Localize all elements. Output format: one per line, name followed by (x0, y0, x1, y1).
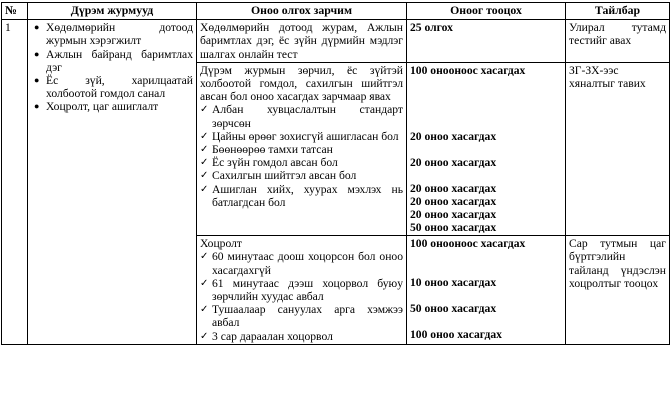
points-value: 20 оноо хасагдах (410, 130, 497, 144)
list-item: ● Ажлын байранд баримтлах дэг (31, 48, 193, 74)
list-item: ✓ Бөөнөөрөө тамхи татсан (200, 143, 403, 156)
principle-cell (197, 236, 407, 345)
principle-cell: Хөдөлмөрийн дотоод журам, Ажлын баримтлах дэг, ёс зүйн дүрмийн мэдлэг шалгах онлайн тест (197, 20, 407, 63)
list-item: ✓ 60 минутаас доош хоцорсон бол оноо хасагдахгүй (200, 250, 403, 276)
header-rules: Дүрэм журмууд (28, 3, 197, 20)
header-note: Тайлбар (566, 3, 670, 20)
header-row (2, 3, 670, 20)
points-value: 10 оноо хасагдах (410, 276, 497, 290)
rules-cell (28, 20, 197, 345)
table-row (2, 20, 670, 63)
list-item: ✓ 3 сар дараалан хоцорвол (200, 330, 403, 343)
points-cell (407, 62, 566, 235)
list-item: ✓ Ёс зүйн гомдол авсан бол (200, 156, 403, 169)
list-item: ✓ Цайны өрөөг зохисгүй ашигласан бол (200, 130, 403, 143)
header-points: Оноог тооцох (407, 3, 566, 20)
points-value: 50 оноо хасагдах (410, 221, 497, 235)
list-item: ✓ Тушаалаар сануулах арга хэмжээ авбал (200, 303, 403, 329)
points-value: 50 оноо хасагдах (410, 302, 497, 316)
list-item: ✓ Албан хувцаслалтын стандарт зөрчсөн (200, 103, 403, 129)
note-cell: Улирал тутамд тестийг авах (566, 20, 670, 63)
list-item: ✓ 61 минутаас дээш хоцорвол буюу зөрчлийн хуудас авбал (200, 277, 403, 303)
row-number: 1 (2, 20, 28, 345)
list-item: ● Ёс зүй, харилцаатай холбоотой гомдол санал (31, 74, 193, 100)
list-item: ✓ Ашиглан хийх, хуурах мэхлэх нь батлагдсан бол (200, 183, 403, 209)
points-cell: 25 олгох (407, 20, 566, 63)
list-item: ● Хоцролт, цаг ашиглалт (31, 100, 193, 113)
points-value: 20 оноо хасагдах (410, 195, 497, 209)
rules-list (31, 21, 193, 113)
principle-text: Хоцролт (200, 237, 242, 251)
points-value: 20 оноо хасагдах (410, 208, 497, 222)
note-cell: Сар тутмын цаг бүртгэлийн тайланд үндэслэн хоцролтыг тооцох (566, 236, 670, 345)
points-value: 100 оноо хасагдах (410, 328, 502, 342)
principle-text: Дүрэм журмын зөрчил, ёс зүйтэй холбоотой гомдол, сахилгын шийтгэл авсан бол оноо хасагдах зарчмаар явах (200, 63, 403, 104)
header-number: № (2, 3, 28, 20)
points-value: 20 оноо хасагдах (410, 156, 497, 170)
list-item: ✓ Сахилгын шийтгэл авсан бол (200, 169, 403, 182)
note-cell: ЗГ-ЗХ-ээс хяналтыг тавих (566, 62, 670, 235)
points-value: 20 оноо хасагдах (410, 182, 497, 196)
points-total: 100 оноонoос хасагдах (410, 237, 526, 251)
list-item: ● Хөдөлмөрийн дотоод журмын хэрэгжилт (31, 21, 193, 47)
points-cell (407, 236, 566, 345)
header-principle: Оноо олгох зарчим (197, 3, 407, 20)
principle-cell (197, 62, 407, 235)
rules-table (1, 2, 670, 345)
points-total: 100 оноонoос хасагдах (410, 63, 526, 77)
